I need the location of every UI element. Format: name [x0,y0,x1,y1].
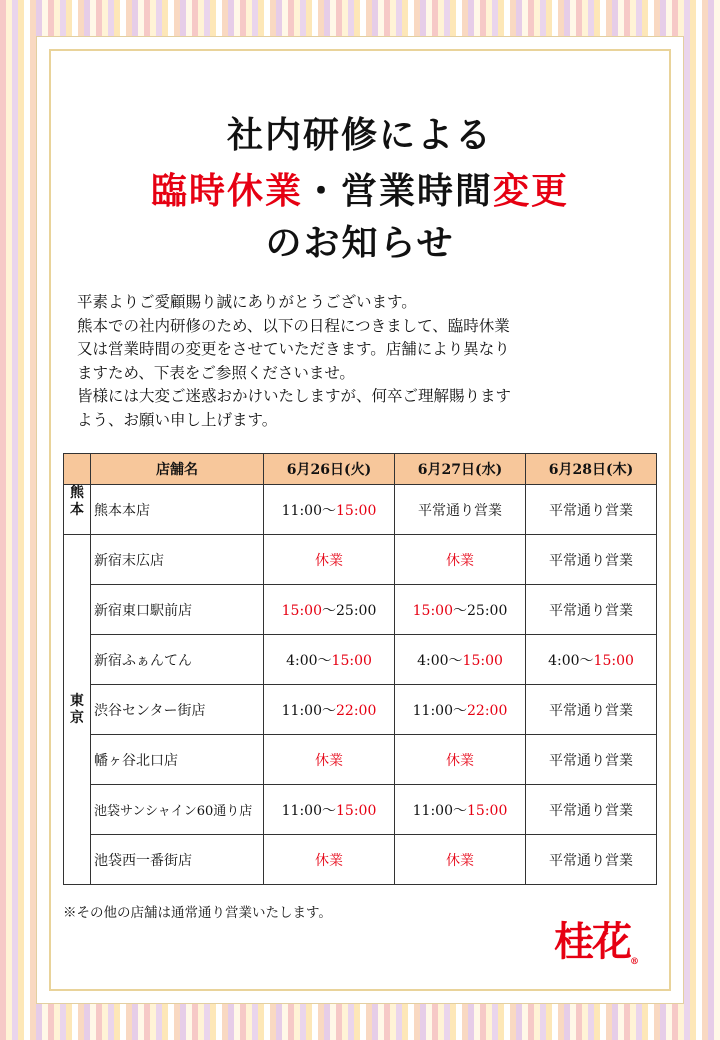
day1-cell: 11:00〜15:00 [264,485,395,535]
brand-logo: 桂花® [554,918,637,967]
day2-cell: 平常通り営業 [395,485,526,535]
store-name: 熊本本店 [91,485,264,535]
title-line-3: のお知らせ [265,223,455,264]
table-row [64,585,657,635]
day3-cell: 平常通り営業 [526,685,657,735]
day1-cell: 4:00〜15:00 [264,635,395,685]
header-store: 店舗名 [91,454,264,485]
intro-line: 又は営業時間の変更をさせていただきます。店舗により異なり [77,340,510,358]
header-day2: 6月27日(水) [395,454,526,485]
intro-line: よう、お願い申し上げます。 [77,410,278,429]
day1-cell: 休業 [264,735,395,785]
registered-mark: ® [630,957,637,967]
intro-line: 平素よりご愛顧賜り誠にありがとうございます。 [77,293,417,311]
title-red-change: 変更 [493,171,570,212]
title-red-closure: 臨時休業 [150,171,303,212]
region-tokyo: 東京 [64,535,91,885]
store-name: 渋谷センター街店 [91,685,264,735]
schedule-table [63,453,657,885]
day1-cell: 休業 [264,835,395,885]
day1-cell: 15:00〜25:00 [264,585,395,635]
day3-cell: 4:00〜15:00 [526,635,657,685]
intro-text [77,291,657,432]
day3-cell: 平常通り営業 [526,735,657,785]
notice-card [36,36,684,1004]
day2-cell: 4:00〜15:00 [395,635,526,685]
title-mid: ・営業時間 [302,171,493,212]
day1-cell: 11:00〜15:00 [264,785,395,835]
header-region [64,454,91,485]
store-name: 幡ヶ谷北口店 [91,735,264,785]
footnote: ※その他の店舗は通常通り営業いたします。 [63,905,332,921]
day2-cell: 休業 [395,535,526,585]
store-name: 新宿末広店 [91,535,264,585]
table-row [64,485,657,535]
day2-cell: 休業 [395,835,526,885]
table-row [64,785,657,835]
title-line-1: 社内研修による [226,115,493,156]
table-row [64,635,657,685]
intro-line: 皆様には大変ご迷惑おかけいたしますが、何卒ご理解賜ります [77,387,512,405]
intro-line: ますため、下表をご参照くださいませ。 [77,363,355,382]
header-day3: 6月28日(木) [526,454,657,485]
day2-cell: 休業 [395,735,526,785]
header-day1: 6月26日(火) [264,454,395,485]
store-name: 新宿東口駅前店 [91,585,264,635]
table-row [64,835,657,885]
table-row [64,735,657,785]
intro-line: 熊本での社内研修のため、以下の日程につきまして、臨時休業 [77,316,510,335]
day2-cell: 11:00〜22:00 [395,685,526,735]
title-line-2 [37,163,683,214]
day3-cell: 平常通り営業 [526,785,657,835]
table-row [64,535,657,585]
day2-cell: 15:00〜25:00 [395,585,526,635]
store-name: 池袋サンシャイン60通り店 [91,785,264,835]
region-kumamoto: 熊本 [64,485,91,535]
day3-cell: 平常通り営業 [526,835,657,885]
day1-cell: 11:00〜22:00 [264,685,395,735]
table-row [64,685,657,735]
day1-cell: 休業 [264,535,395,585]
store-name: 池袋西一番街店 [91,835,264,885]
store-name: 新宿ふぁんてん [91,635,264,685]
day3-cell: 平常通り営業 [526,585,657,635]
day3-cell: 平常通り営業 [526,535,657,585]
day3-cell: 平常通り営業 [526,485,657,535]
day2-cell: 11:00〜15:00 [395,785,526,835]
table-header-row [64,454,657,485]
